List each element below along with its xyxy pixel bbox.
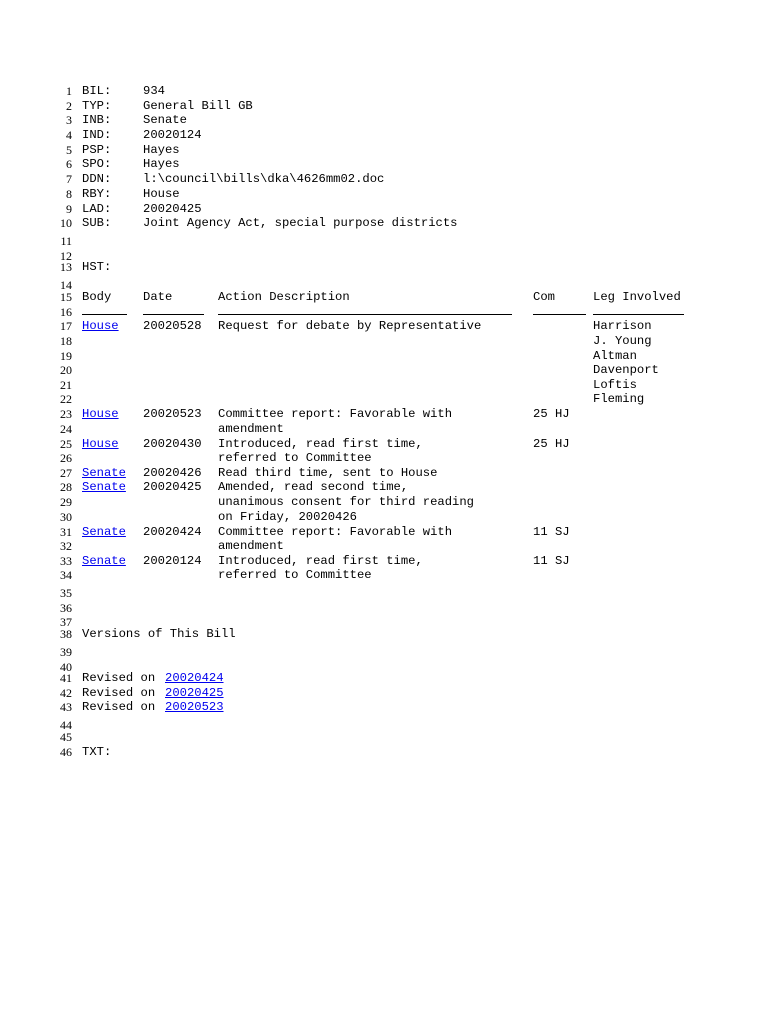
line-number: 33 — [60, 554, 72, 568]
line-number: 45 — [60, 730, 72, 744]
line-number: 46 — [60, 745, 72, 759]
line-number: 26 — [60, 451, 72, 465]
legislator-name: Loftis — [593, 378, 637, 392]
history-committee: 11 SJ — [533, 525, 570, 539]
column-header-com: Com — [533, 290, 555, 304]
line-number: 24 — [60, 422, 72, 436]
column-header-body: Body — [82, 290, 112, 304]
field-value-spo: Hayes — [143, 157, 180, 171]
column-rule-action — [218, 314, 512, 315]
line-number: 27 — [60, 466, 72, 480]
line-number: 42 — [60, 686, 72, 700]
line-number: 29 — [60, 495, 72, 509]
history-label: HST: — [82, 260, 112, 274]
version-prefix: Revised on — [82, 686, 156, 700]
field-label-sub: SUB: — [82, 216, 112, 230]
line-number: 28 — [60, 480, 72, 494]
version-prefix: Revised on — [82, 671, 156, 685]
field-value-sub: Joint Agency Act, special purpose districts — [143, 216, 458, 230]
history-body-link[interactable]: House — [82, 319, 119, 333]
line-number: 8 — [66, 187, 72, 201]
version-prefix: Revised on — [82, 700, 156, 714]
line-number: 9 — [66, 202, 72, 216]
field-label-rby: RBY: — [82, 187, 112, 201]
line-number: 34 — [60, 568, 72, 582]
field-label-ind: IND: — [82, 128, 112, 142]
history-body-link[interactable]: Senate — [82, 554, 126, 568]
field-value-ddn: l:\council\bills\dka\4626mm02.doc — [143, 172, 385, 186]
field-value-inb: Senate — [143, 113, 187, 127]
field-value-typ: General Bill GB — [143, 99, 253, 113]
line-number: 20 — [60, 363, 72, 377]
history-body-link[interactable]: Senate — [82, 466, 126, 480]
history-body-link[interactable]: Senate — [82, 525, 126, 539]
history-action: referred to Committee — [218, 451, 372, 465]
history-action: Amended, read second time, — [218, 480, 409, 494]
legislator-name: Harrison — [593, 319, 652, 333]
line-number: 5 — [66, 143, 72, 157]
field-label-ddn: DDN: — [82, 172, 112, 186]
line-number: 43 — [60, 700, 72, 714]
line-number: 23 — [60, 407, 72, 421]
history-action: Introduced, read first time, — [218, 437, 423, 451]
column-header-action: Action Description — [218, 290, 350, 304]
history-action: on Friday, 20020426 — [218, 510, 357, 524]
column-rule-body — [82, 314, 127, 315]
history-action: amendment — [218, 539, 284, 553]
history-action: Request for debate by Representative — [218, 319, 482, 333]
version-link[interactable]: 20020424 — [165, 671, 224, 685]
line-number: 13 — [60, 260, 72, 274]
history-date: 20020430 — [143, 437, 202, 451]
legislator-name: Fleming — [593, 392, 645, 406]
field-value-psp: Hayes — [143, 143, 180, 157]
history-body-link[interactable]: House — [82, 437, 119, 451]
column-rule-leg — [593, 314, 684, 315]
field-label-psp: PSP: — [82, 143, 112, 157]
line-number: 36 — [60, 601, 72, 615]
column-rule-com — [533, 314, 586, 315]
line-number: 14 — [60, 278, 72, 292]
line-number: 25 — [60, 437, 72, 451]
history-body-link[interactable]: Senate — [82, 480, 126, 494]
field-value-bil: 934 — [143, 84, 165, 98]
column-header-date: Date — [143, 290, 173, 304]
txt-label: TXT: — [82, 745, 112, 759]
field-label-bil: BIL: — [82, 84, 112, 98]
history-date: 20020424 — [143, 525, 202, 539]
history-committee: 25 HJ — [533, 407, 570, 421]
line-number: 6 — [66, 157, 72, 171]
line-number: 30 — [60, 510, 72, 524]
line-number: 37 — [60, 615, 72, 629]
history-committee: 11 SJ — [533, 554, 570, 568]
line-number: 3 — [66, 113, 72, 127]
line-number: 40 — [60, 660, 72, 674]
field-value-rby: House — [143, 187, 180, 201]
history-action: Read third time, sent to House — [218, 466, 438, 480]
line-number: 41 — [60, 671, 72, 685]
line-number: 18 — [60, 334, 72, 348]
line-number: 4 — [66, 128, 72, 142]
line-number: 44 — [60, 718, 72, 732]
field-value-lad: 20020425 — [143, 202, 202, 216]
line-number: 39 — [60, 645, 72, 659]
line-number: 19 — [60, 349, 72, 363]
line-number: 2 — [66, 99, 72, 113]
field-label-lad: LAD: — [82, 202, 112, 216]
history-body-link[interactable]: House — [82, 407, 119, 421]
history-action: Introduced, read first time, — [218, 554, 423, 568]
history-action: referred to Committee — [218, 568, 372, 582]
line-number: 10 — [60, 216, 72, 230]
history-action: Committee report: Favorable with — [218, 525, 453, 539]
field-label-spo: SPO: — [82, 157, 112, 171]
history-action: unanimous consent for third reading — [218, 495, 474, 509]
history-date: 20020523 — [143, 407, 202, 421]
line-number: 12 — [60, 249, 72, 263]
field-value-ind: 20020124 — [143, 128, 202, 142]
history-action: Committee report: Favorable with — [218, 407, 453, 421]
history-date: 20020426 — [143, 466, 202, 480]
line-number: 32 — [60, 539, 72, 553]
line-number: 17 — [60, 319, 72, 333]
history-date: 20020124 — [143, 554, 202, 568]
legislator-name: Altman — [593, 349, 637, 363]
line-number: 31 — [60, 525, 72, 539]
version-link[interactable]: 20020425 — [165, 686, 224, 700]
versions-title: Versions of This Bill — [82, 627, 236, 641]
legislator-name: J. Young — [593, 334, 652, 348]
line-number: 21 — [60, 378, 72, 392]
history-date: 20020528 — [143, 319, 202, 333]
line-number: 38 — [60, 627, 72, 641]
line-number: 16 — [60, 305, 72, 319]
line-number: 1 — [66, 84, 72, 98]
column-header-leg: Leg Involved — [593, 290, 681, 304]
history-committee: 25 HJ — [533, 437, 570, 451]
line-number: 11 — [60, 234, 72, 248]
field-label-typ: TYP: — [82, 99, 112, 113]
line-number: 7 — [66, 172, 72, 186]
line-number: 15 — [60, 290, 72, 304]
version-link[interactable]: 20020523 — [165, 700, 224, 714]
column-rule-date — [143, 314, 204, 315]
field-label-inb: INB: — [82, 113, 112, 127]
line-number: 35 — [60, 586, 72, 600]
history-action: amendment — [218, 422, 284, 436]
history-date: 20020425 — [143, 480, 202, 494]
legislator-name: Davenport — [593, 363, 659, 377]
line-number: 22 — [60, 392, 72, 406]
